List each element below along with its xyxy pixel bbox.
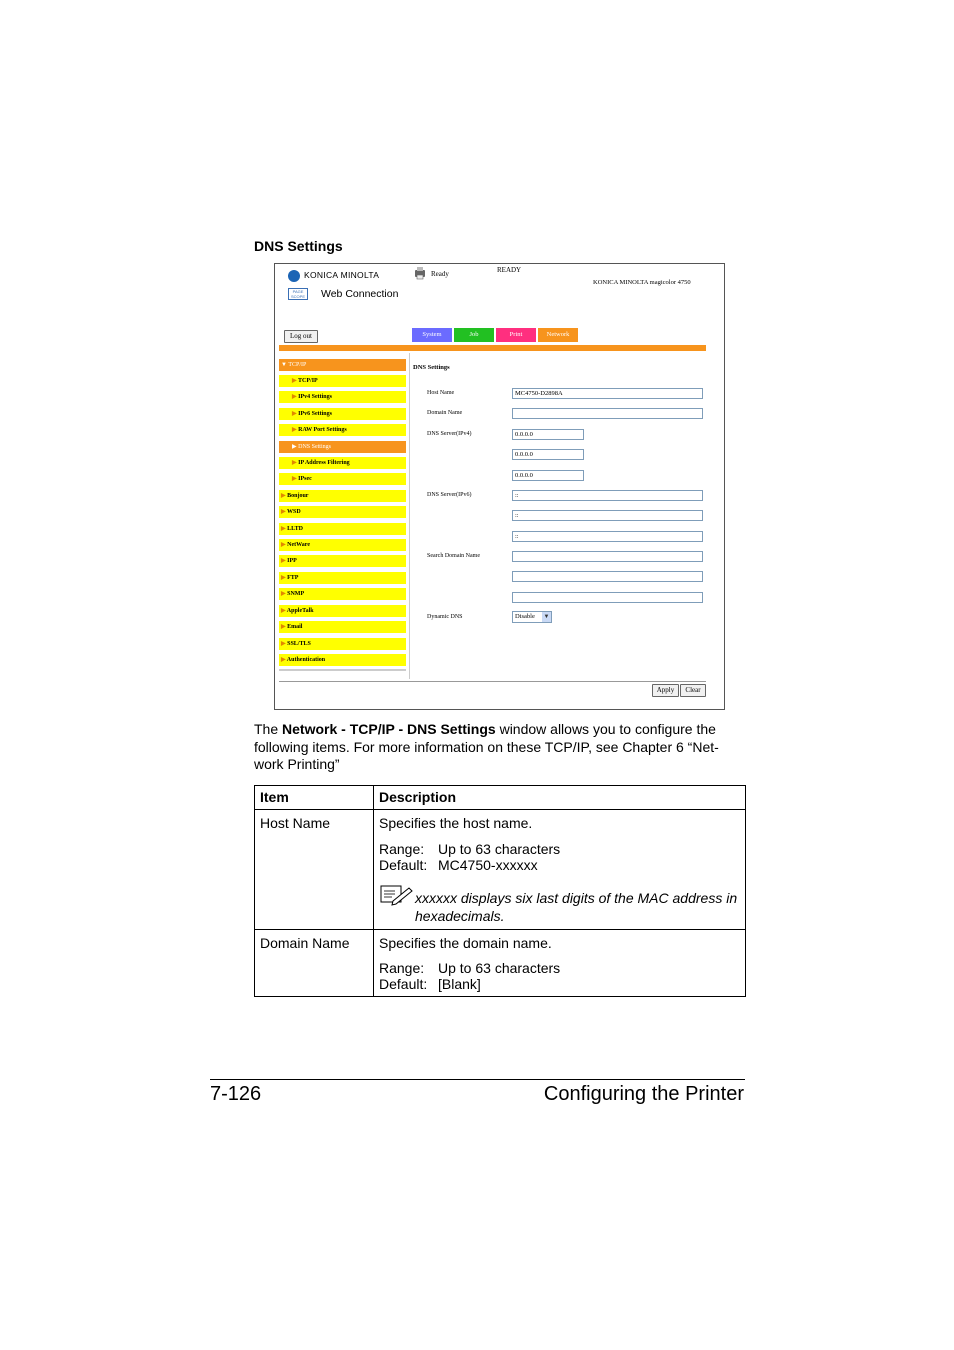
dns-ipv4-input-2[interactable]: 0.0.0.0: [512, 449, 584, 460]
sidebar-item-ipp[interactable]: [279, 555, 406, 567]
tab-job[interactable]: Job: [454, 328, 494, 342]
intro-bold-text: Network - TCP/IP - DNS Settings: [282, 721, 496, 737]
sidebar-bottom-line: [279, 669, 406, 671]
settings-table: [254, 785, 746, 997]
sidebar-item-label: IP Address Filtering: [298, 460, 350, 466]
sidebar-item-snmp[interactable]: [279, 588, 406, 600]
sidebar-item-label: RAW Port Settings: [298, 427, 347, 433]
sidebar-item-appletalk[interactable]: [279, 605, 406, 617]
sidebar-item-email[interactable]: [279, 621, 406, 633]
table-row: [255, 929, 746, 997]
triangle-right-icon: ▶: [292, 427, 297, 433]
column-header-item: Item: [255, 786, 374, 810]
description-text: Specifies the host name.: [379, 815, 533, 831]
form-title: DNS Settings: [413, 364, 450, 371]
table-cell-item: [255, 929, 374, 997]
sidebar-item-label: WSD: [287, 509, 301, 515]
dynamic-dns-label: Dynamic DNS: [427, 614, 463, 620]
domain-name-input[interactable]: [512, 408, 703, 419]
default-value: [Blank]: [438, 976, 481, 992]
clear-button[interactable]: Clear: [680, 684, 706, 697]
dns-ipv6-input-2[interactable]: ::: [512, 510, 703, 521]
range-label: Range:: [379, 960, 425, 976]
note-pencil-icon: [379, 884, 415, 908]
sidebar-item-label: DNS Settings: [298, 444, 331, 450]
triangle-right-icon: ▶: [281, 526, 286, 532]
sidebar-item-label: Authentication: [286, 657, 326, 663]
web-connection-screenshot: [274, 263, 725, 710]
sidebar-item-tcpip[interactable]: [279, 375, 406, 387]
sidebar-item-label: AppleTalk: [286, 608, 314, 614]
sidebar-item-label: IPv4 Settings: [298, 394, 332, 400]
sidebar-item-wsd[interactable]: [279, 506, 406, 518]
tab-network[interactable]: Network: [538, 328, 578, 342]
triangle-right-icon: ▶: [292, 460, 297, 466]
search-domain-label: Search Domain Name: [427, 553, 480, 559]
range-value: Up to 63 characters: [438, 840, 561, 857]
host-name-label: Host Name: [427, 390, 455, 396]
sidebar-item-label: NetWare: [287, 542, 311, 548]
web-connection-title: Web Connection: [321, 288, 399, 300]
dynamic-dns-select[interactable]: [512, 611, 552, 623]
dns-ipv4-input-3[interactable]: 0.0.0.0: [512, 470, 584, 481]
sidebar-item-label: TCP/IP: [298, 378, 318, 384]
sidebar-item-label: LLTD: [287, 526, 303, 532]
column-header-description: Description: [374, 786, 746, 810]
dns-ipv6-input-1[interactable]: ::: [512, 490, 703, 501]
status-display: READY: [497, 266, 522, 274]
item-name: Host Name: [260, 815, 331, 831]
printer-model: KONICA MINOLTA magicolor 4750: [593, 279, 691, 286]
triangle-right-icon: ▶: [281, 542, 286, 548]
intro-text: The: [254, 721, 283, 737]
sidebar-item-label: IPsec: [298, 476, 312, 482]
section-heading: DNS Settings: [254, 238, 343, 254]
triangle-right-icon: ▶: [281, 657, 286, 663]
sidebar-divider: [409, 353, 410, 679]
sidebar-item-label: Email: [287, 624, 303, 630]
chevron-down-icon: ▼: [543, 614, 550, 620]
triangle-right-icon: ▶: [292, 394, 297, 400]
sidebar-item-lltd[interactable]: [279, 523, 406, 535]
sidebar-item-tcpip-group[interactable]: [279, 359, 406, 371]
logout-button[interactable]: Log out: [284, 330, 318, 343]
range-value: Up to 63 characters: [438, 960, 561, 976]
dns-ipv6-label: DNS Server(IPv6): [427, 492, 472, 498]
default-label: Default:: [379, 856, 428, 873]
sidebar-item-bonjour[interactable]: [279, 490, 406, 502]
sidebar-item-ipsec[interactable]: [279, 473, 406, 485]
table-cell-description: [374, 929, 746, 997]
sidebar-item-label: FTP: [287, 575, 299, 581]
konica-logo-icon: [288, 270, 300, 282]
triangle-right-icon: ▶: [281, 558, 286, 564]
triangle-right-icon: ▶: [281, 509, 286, 515]
sidebar-item-label: IPv6 Settings: [298, 411, 332, 417]
sidebar-item-label: TCP/IP: [288, 362, 307, 368]
triangle-right-icon: ▶: [281, 575, 286, 581]
domain-name-label: Domain Name: [427, 410, 463, 416]
brand-logo-text: KONICA MINOLTA: [304, 270, 380, 280]
default-label: Default:: [379, 976, 428, 992]
sidebar-item-ip-filtering[interactable]: [279, 457, 406, 469]
sidebar-item-netware[interactable]: [279, 539, 406, 551]
intro-paragraph: [254, 721, 746, 774]
sidebar-item-label: IPP: [287, 558, 297, 564]
triangle-right-icon: ▶: [281, 624, 286, 630]
triangle-right-icon: ▶: [281, 591, 286, 597]
printer-icon: [413, 266, 427, 280]
dns-ipv4-label: DNS Server(IPv4): [427, 431, 472, 437]
printer-status: Ready: [431, 270, 449, 278]
apply-button[interactable]: Apply: [652, 684, 679, 697]
header-bar: [279, 345, 706, 351]
table-row: [255, 810, 746, 930]
dns-ipv6-input-3[interactable]: ::: [512, 531, 703, 542]
default-value: MC4750-xxxxxx: [438, 856, 538, 873]
tab-system[interactable]: System: [412, 328, 452, 342]
triangle-right-icon: ▶: [292, 444, 297, 450]
sidebar-item-dns[interactable]: [279, 441, 406, 453]
dns-ipv4-input-1[interactable]: 0.0.0.0: [512, 429, 584, 440]
note-text: xxxxxx displays six last digits of the MAC address in hexadecimals.: [415, 889, 738, 924]
host-name-input[interactable]: MC4750-D2898A: [512, 388, 703, 399]
sidebar-item-label: Bonjour: [287, 493, 309, 499]
triangle-right-icon: ▶: [292, 378, 297, 384]
triangle-down-icon: ▼: [281, 362, 287, 368]
sidebar-item-ipv6[interactable]: [279, 408, 406, 420]
table-cell-item: [255, 810, 374, 930]
sidebar-item-authentication[interactable]: [279, 654, 406, 666]
item-name: Domain Name: [260, 934, 350, 951]
intro-text: window allows you to configure the following items. For more information on these TCP/IP, see Chapter 6 “Net-work Printing”: [254, 721, 719, 772]
tab-print[interactable]: Print: [496, 328, 536, 342]
sidebar-item-label: SSL/TLS: [287, 641, 311, 647]
search-domain-input-3[interactable]: [512, 592, 703, 603]
sidebar-item-ftp[interactable]: [279, 572, 406, 584]
sidebar-item-ssl-tls[interactable]: [279, 638, 406, 650]
triangle-right-icon: ▶: [281, 608, 286, 614]
sidebar-item-raw-port[interactable]: [279, 424, 406, 436]
sidebar-item-ipv4[interactable]: [279, 391, 406, 403]
dynamic-dns-value: Disable: [515, 613, 535, 620]
pagescope-logo-icon: PAGE SCOPE: [288, 288, 308, 300]
description-text: Specifies the domain name.: [379, 934, 552, 951]
footer-rule: [210, 1079, 745, 1080]
sidebar-item-label: SNMP: [287, 591, 305, 597]
triangle-right-icon: ▶: [292, 411, 297, 417]
table-header-row: [255, 786, 746, 810]
table-cell-description: [374, 810, 746, 930]
search-domain-input-1[interactable]: [512, 551, 703, 562]
triangle-right-icon: ▶: [281, 493, 286, 499]
range-label: Range:: [379, 840, 425, 857]
triangle-right-icon: ▶: [292, 476, 297, 482]
note-block: [379, 884, 740, 925]
form-bottom-line: [279, 681, 706, 682]
search-domain-input-2[interactable]: [512, 571, 703, 582]
footer-title: Configuring the Printer: [543, 1083, 744, 1105]
triangle-right-icon: ▶: [281, 641, 286, 647]
page-number: 7-126: [210, 1083, 262, 1105]
